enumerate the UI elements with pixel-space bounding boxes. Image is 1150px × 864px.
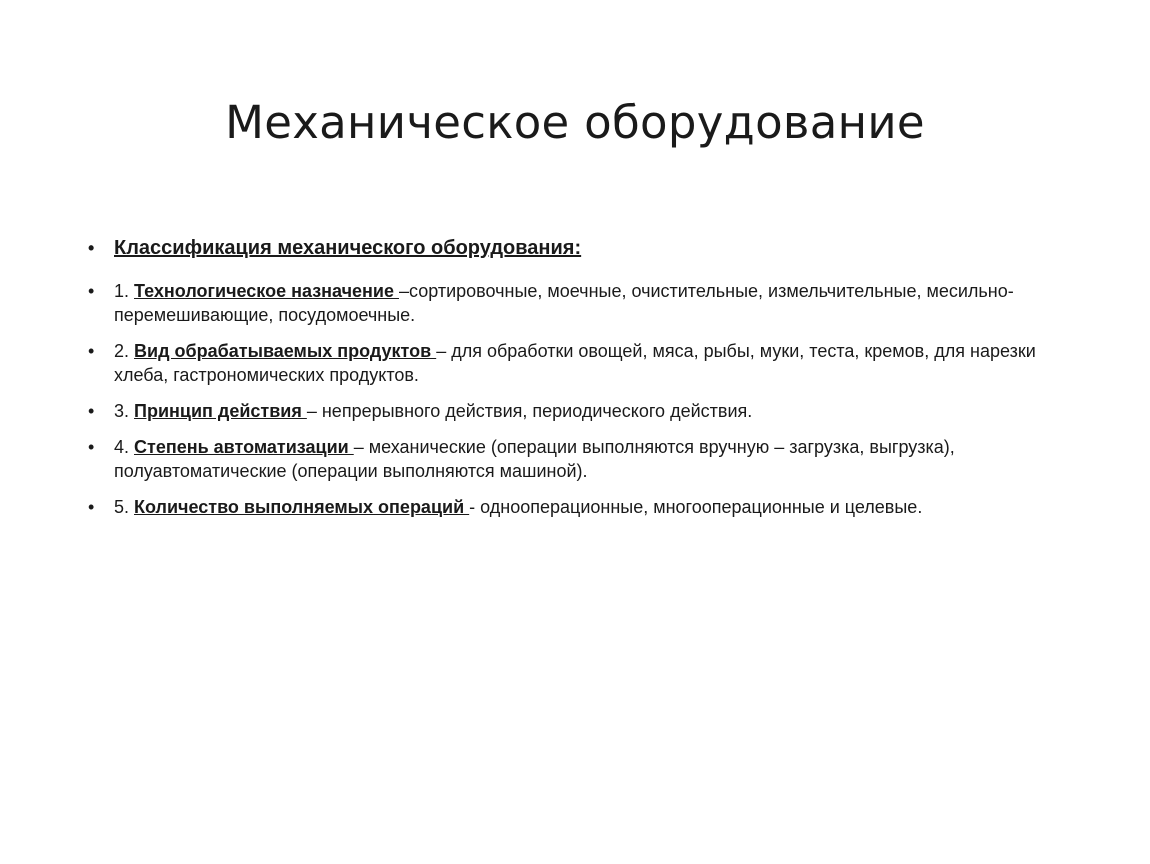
list-item bbox=[88, 339, 1078, 387]
item-text: –сортировочные, моечные, очистительные, измельчительные, месильно-перемешивающие, посудомоечные. bbox=[114, 281, 1014, 325]
item-number: 5. bbox=[114, 497, 135, 517]
item-term: Количество выполняемых операций bbox=[134, 497, 470, 517]
item-text: – механические (операции выполняются вручную – загрузка, выгрузка), полуавтоматические (операции выполняются машиной). bbox=[114, 437, 955, 481]
list-item bbox=[88, 495, 1078, 519]
item-term: Вид обрабатываемых продуктов bbox=[134, 341, 437, 361]
list-item bbox=[88, 435, 1078, 483]
list-item bbox=[88, 279, 1078, 327]
item-text: – непрерывного действия, периодического действия. bbox=[306, 401, 753, 421]
item-number: 4. bbox=[114, 437, 135, 457]
item-text: – для обработки овощей, мяса, рыбы, муки, теста, кремов, для нарезки хлеба, гастрономических продуктов. bbox=[114, 341, 1036, 385]
item-text: - однооперационные, многооперационные и целевые. bbox=[469, 497, 923, 517]
item-number: 3. bbox=[114, 401, 135, 421]
slide-title: Механическое оборудование bbox=[225, 96, 925, 149]
bullet-list bbox=[88, 233, 1078, 531]
item-term: Принцип действия bbox=[134, 401, 307, 421]
classification-heading: • Классификация механического оборудования: bbox=[88, 233, 1078, 263]
item-number: 2. bbox=[114, 341, 135, 361]
list-item bbox=[88, 399, 1078, 423]
item-number: 1. bbox=[114, 281, 135, 301]
item-term: Степень автоматизации bbox=[134, 437, 354, 457]
item-term: Технологическое назначение bbox=[134, 281, 399, 301]
